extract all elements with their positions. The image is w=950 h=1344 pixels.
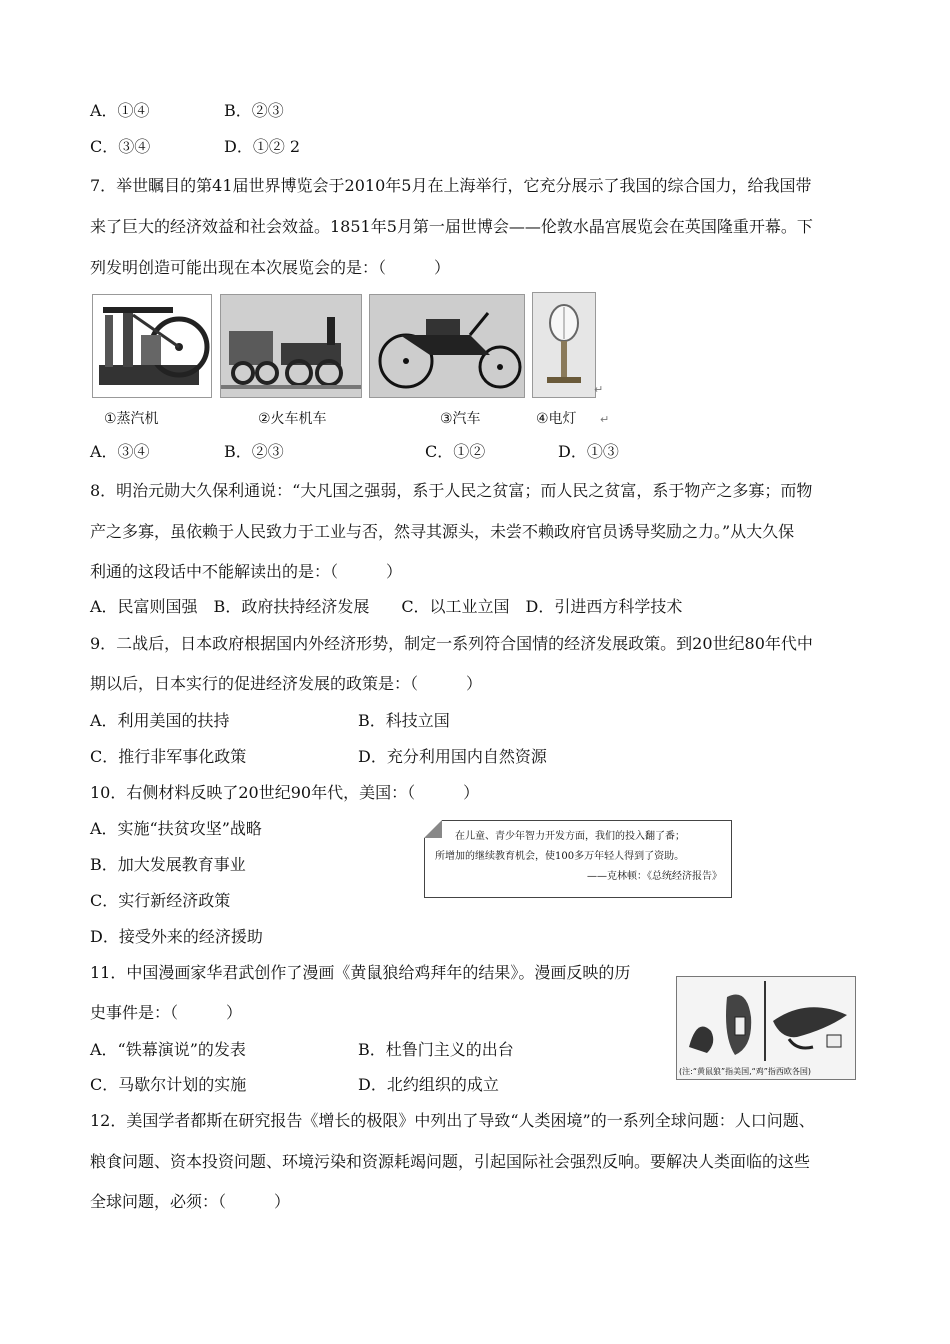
q7-stem-line2: 来了巨大的经济效益和社会效益。1851年5月第一届世博会——伦敦水晶宫展览会在英国隆重开幕。下 xyxy=(90,217,813,236)
locomotive-image xyxy=(220,294,362,398)
q10-option-b: B．加大发展教育事业 xyxy=(90,855,246,874)
q9-stem-line2: 期以后，日本实行的促进经济发展的政策是：（ ） xyxy=(90,674,483,693)
q8-stem-line3: 利通的这段话中不能解读出的是：（ ） xyxy=(90,562,403,581)
clinton-quote-box xyxy=(424,820,732,898)
q10-option-d: D．接受外来的经济援助 xyxy=(90,927,263,946)
q11-option-d: D．北约组织的成立 xyxy=(358,1075,499,1094)
caption-lamp: ④电灯 xyxy=(536,411,577,427)
q12-stem-line1: 12．美国学者都斯在研究报告《增长的极限》中列出了导致“人类困境”的一系列全球问题：人口问题、 xyxy=(90,1111,815,1130)
q7-option-a: A．③④ xyxy=(90,442,150,461)
caption-steam-engine: ①蒸汽机 xyxy=(104,411,159,427)
q9-option-b: B．科技立国 xyxy=(358,711,450,730)
q6-option-d: D．①② 2 xyxy=(224,137,301,156)
q7-stem-line3: 列发明创造可能出现在本次展览会的是：（ ） xyxy=(90,258,451,277)
q10-stem: 10．右侧材料反映了20世纪90年代，美国：（ ） xyxy=(90,783,480,802)
q10-option-c: C．实行新经济政策 xyxy=(90,891,231,910)
q11-stem-line2: 史事件是：（ ） xyxy=(90,1003,243,1022)
q7-stem-line1: 7．举世瞩目的第41届世界博览会于2010年5月在上海举行，它充分展示了我国的综合国力，给我国带 xyxy=(90,176,812,195)
q9-option-a: A．利用美国的扶持 xyxy=(90,711,230,730)
q11-option-c: C．马歇尔计划的实施 xyxy=(90,1075,247,1094)
q9-stem-line1: 9．二战后，日本政府根据国内外经济形势，制定一系列符合国情的经济发展政策。到20世纪80年代中 xyxy=(90,634,813,653)
electric-lamp-image xyxy=(532,292,596,398)
q10-option-a: A．实施“扶贫攻坚”战略 xyxy=(90,819,262,838)
return-mark: ↵ xyxy=(600,413,610,426)
q11-option-b: B．杜鲁门主义的出台 xyxy=(358,1040,514,1059)
return-mark: ↵ xyxy=(594,383,604,396)
q9-option-c: C．推行非军事化政策 xyxy=(90,747,247,766)
caption-locomotive: ②火车机车 xyxy=(258,411,327,427)
cartoon-note: (注:“黄鼠狼”指美国,“鸡”指西欧各国) xyxy=(679,1067,812,1076)
car-image xyxy=(369,294,525,398)
quote-line2: 所增加的继续教育机会，使100多万年轻人得到了资助。 xyxy=(435,851,685,862)
q8-stem-line2: 产之多寡，虽依赖于人民致力于工业与否，然寻其源头，未尝不赖政府官员诱导奖励之力。”从大久保 xyxy=(90,522,795,541)
q8-options: A．民富则国强 B．政府扶持经济发展 C．以工业立国 D．引进西方科学技术 xyxy=(90,597,683,616)
q6-option-a: A．①④ xyxy=(90,101,150,120)
steam-engine-image xyxy=(92,294,212,398)
q9-option-d: D．充分利用国内自然资源 xyxy=(358,747,547,766)
q7-option-b: B．②③ xyxy=(224,442,284,461)
weasel-cartoon xyxy=(676,976,856,1080)
caption-car: ③汽车 xyxy=(440,411,481,427)
page-fold-icon xyxy=(424,820,442,838)
q12-stem-line3: 全球问题，必须：（ ） xyxy=(90,1192,291,1211)
q8-stem-line1: 8．明治元勋大久保利通说：“大凡国之强弱，系于人民之贫富；而人民之贫富，系于物产之多寡；而物 xyxy=(90,481,813,500)
q11-stem-line1: 11．中国漫画家华君武创作了漫画《黄鼠狼给鸡拜年的结果》。漫画反映的历 xyxy=(90,963,631,982)
q6-option-c: C．③④ xyxy=(90,137,151,156)
q11-option-a: A．“铁幕演说”的发表 xyxy=(90,1040,246,1059)
quote-line1: 在儿童、青少年智力开发方面，我们的投入翻了番； xyxy=(455,831,685,842)
q12-stem-line2: 粮食问题、资本投资问题、环境污染和资源耗竭问题，引起国际社会强烈反响。要解决人类面临的这些 xyxy=(90,1152,811,1171)
quote-source: ——克林顿：《总统经济报告》 xyxy=(587,871,722,882)
q6-option-b: B．②③ xyxy=(224,101,284,120)
q7-option-d: D．①③ xyxy=(558,442,619,461)
q7-option-c: C．①② xyxy=(425,442,486,461)
